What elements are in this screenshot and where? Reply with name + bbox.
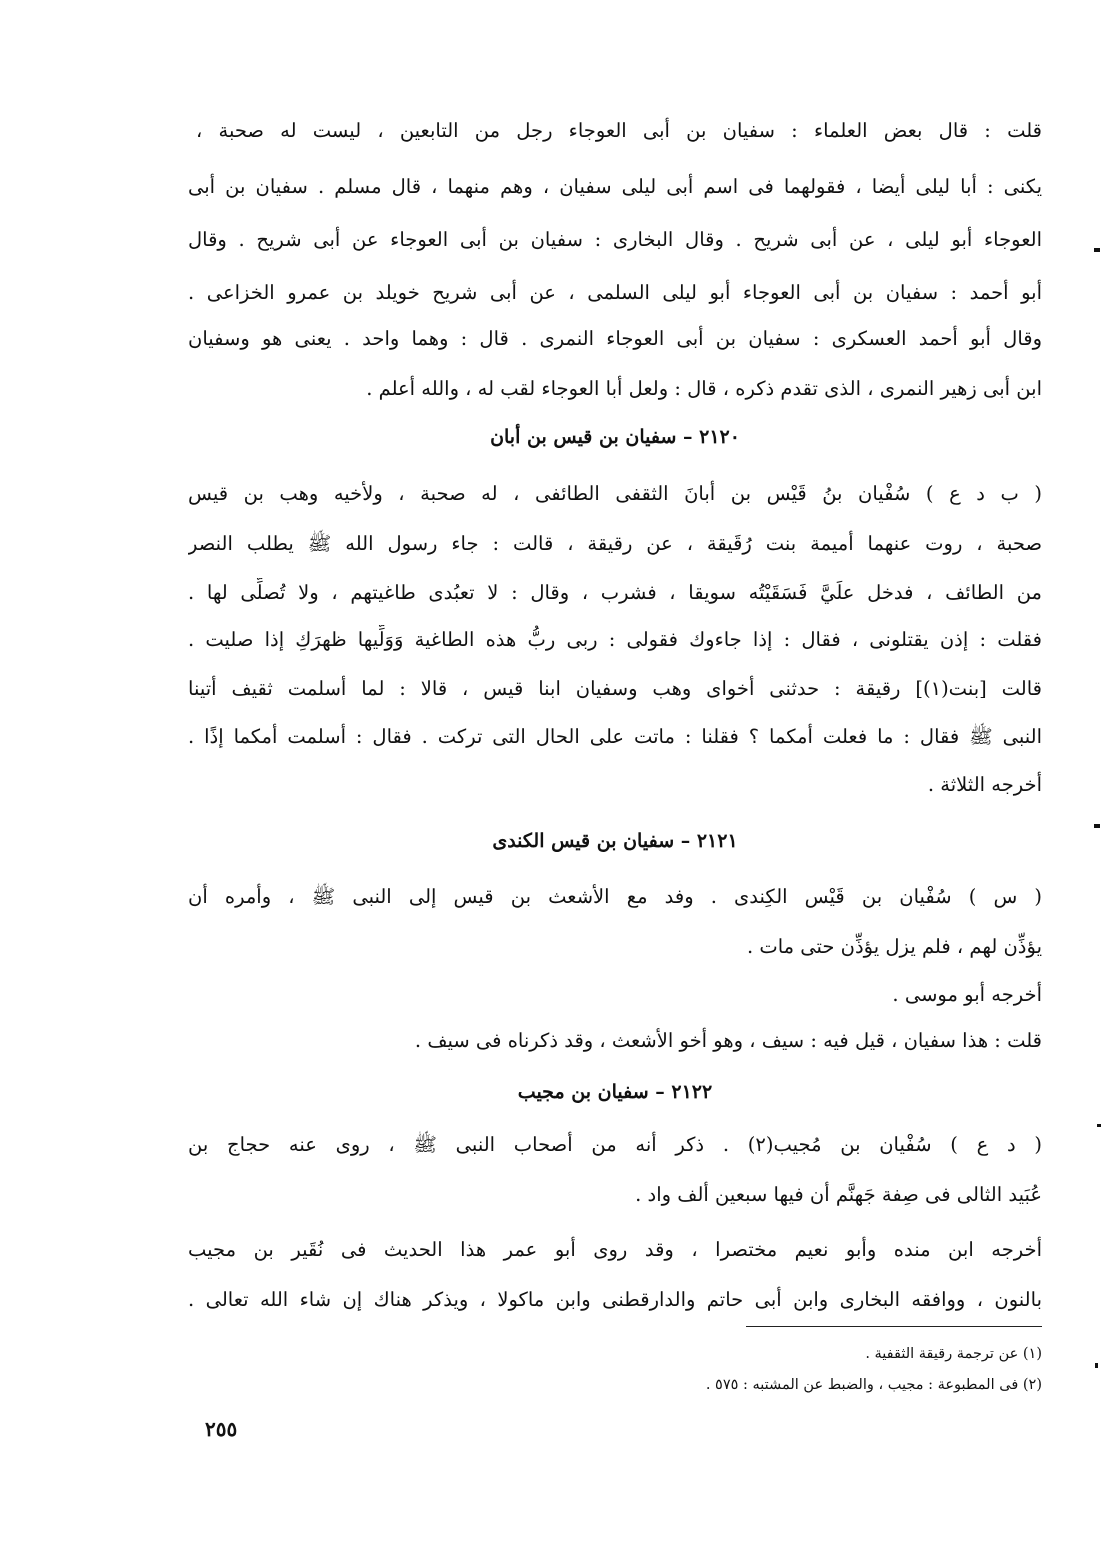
- text-line: ( ب د ع ) سُفْيان بنُ قَيْس بن أبانَ الثقفى الطائفى ، له صحبة ، ولأخيه وهب بن قيس: [188, 482, 1042, 505]
- text-line: قلت : هذا سفيان ، قيل فيه : سيف ، وهو أخو الأشعث ، وقد ذكرناه فى سيف .: [414, 1029, 1042, 1052]
- scan-mark: [1095, 1363, 1098, 1368]
- scan-mark: [1094, 824, 1100, 828]
- scan-mark: [1094, 248, 1100, 252]
- text-line: ( س ) سُفْيان بن قَيْس الكِندى . وفد مع الأشعث بن قيس إلى النبى ﷺ ، وأمره أن: [188, 885, 1042, 908]
- text-line: من الطائف ، فدخل علَيَّ فَسَقَيْتُه سويقا ، فشرب ، وقال : لا تعبُدى طاغيتهم ، ولا تُصلِّى لها .: [188, 581, 1042, 604]
- text-line: يؤذِّن لهم ، فلم يزل يؤذِّن حتى مات .: [746, 935, 1042, 958]
- text-line: يكنى : أبا ليلى أيضا ، فقولهما فى اسم أبى ليلى سفيان ، وهم منهما ، قال مسلم . سفيان بن أبى: [188, 175, 1042, 198]
- footnote: (١) عن ترجمة رقيقة الثقفية .: [865, 1346, 1042, 1362]
- text-line: أبو أحمد : سفيان بن أبى العوجاء أبو ليلى السلمى ، عن أبى شريح خويلد بن عمرو الخزاعى .: [188, 281, 1042, 304]
- text-line: فقلت : إذن يقتلونى ، فقال : إذا جاءوك فقولى : ربى ربُّ هذه الطاغية وَوَلِّيها ظهرَكِ إذا صليت .: [188, 628, 1042, 651]
- text-line: أخرجه ابن منده وأبو نعيم مختصرا ، وقد روى أبو عمر هذا الحديث فى نُقَير بن مجيب: [188, 1238, 1042, 1261]
- text-line: بالنون ، ووافقه البخارى وابن أبى حاتم والدارقطنى وابن ماكولا ، ويذكر هناك إن شاء الله تعالى .: [188, 1288, 1042, 1311]
- text-line: عُبَيد الثالى فى صِفة جَهنَّم أن فيها سبعين ألف واد .: [635, 1183, 1042, 1206]
- text-line: ابن أبى زهير النمرى ، الذى تقدم ذكره ، قال : ولعل أبا العوجاء لقب له ، والله أعلم .: [366, 377, 1042, 400]
- footnote: (٢) فى المطبوعة : مجيب ، والضبط عن المشتبه : ٥٧٥ .: [705, 1377, 1042, 1393]
- text-line: العوجاء أبو ليلى ، عن أبى شريح . وقال البخارى : سفيان بن أبى العوجاء عن أبى شريح . وقال: [188, 228, 1042, 251]
- text-line: قالت [بنت(١)] رقيقة : حدثنى أخواى وهب وسفيان ابنا قيس ، قالا : لما أسلمت ثقيف أتينا: [188, 677, 1042, 700]
- text-line: قلت : قال بعض العلماء : سفيان بن أبى العوجاء رجل من التابعين ، ليست له صحبة ،: [196, 119, 1042, 142]
- scan-mark: [1097, 1124, 1101, 1127]
- text-line: أخرجه الثلاثة .: [927, 773, 1042, 796]
- text-line: أخرجه أبو موسى .: [892, 983, 1042, 1006]
- text-line: وقال أبو أحمد العسكرى : سفيان بن أبى العوجاء النمرى . قال : وهما واحد . يعنى هو وسفيان: [188, 327, 1042, 350]
- entry-heading: ٢١٢١ – سفيان بن قيس الكندى: [492, 830, 738, 852]
- text-line: النبى ﷺ فقال : ما فعلت أمكما ؟ فقلنا : ماتت على الحال التى تركت . فقال : أسلمت أمكما إذًا .: [188, 725, 1042, 748]
- page-number: ٢٥٥: [205, 1417, 238, 1441]
- entry-heading: ٢١٢٢ – سفيان بن مجيب: [517, 1081, 713, 1103]
- text-line: صحبة ، روت عنهما أميمة بنت رُقَيقة ، عن رقيقة ، قالت : جاء رسول الله ﷺ يطلب النصر: [188, 532, 1042, 555]
- text-line: ( د ع ) سُفْيان بن مُجيب(٢) . ذكر أنه من أصحاب النبى ﷺ ، روى عنه حجاج بن: [188, 1133, 1042, 1156]
- entry-heading: ٢١٢٠ – سفيان بن قيس بن أبان: [490, 426, 740, 448]
- footnote-divider: [746, 1326, 1042, 1327]
